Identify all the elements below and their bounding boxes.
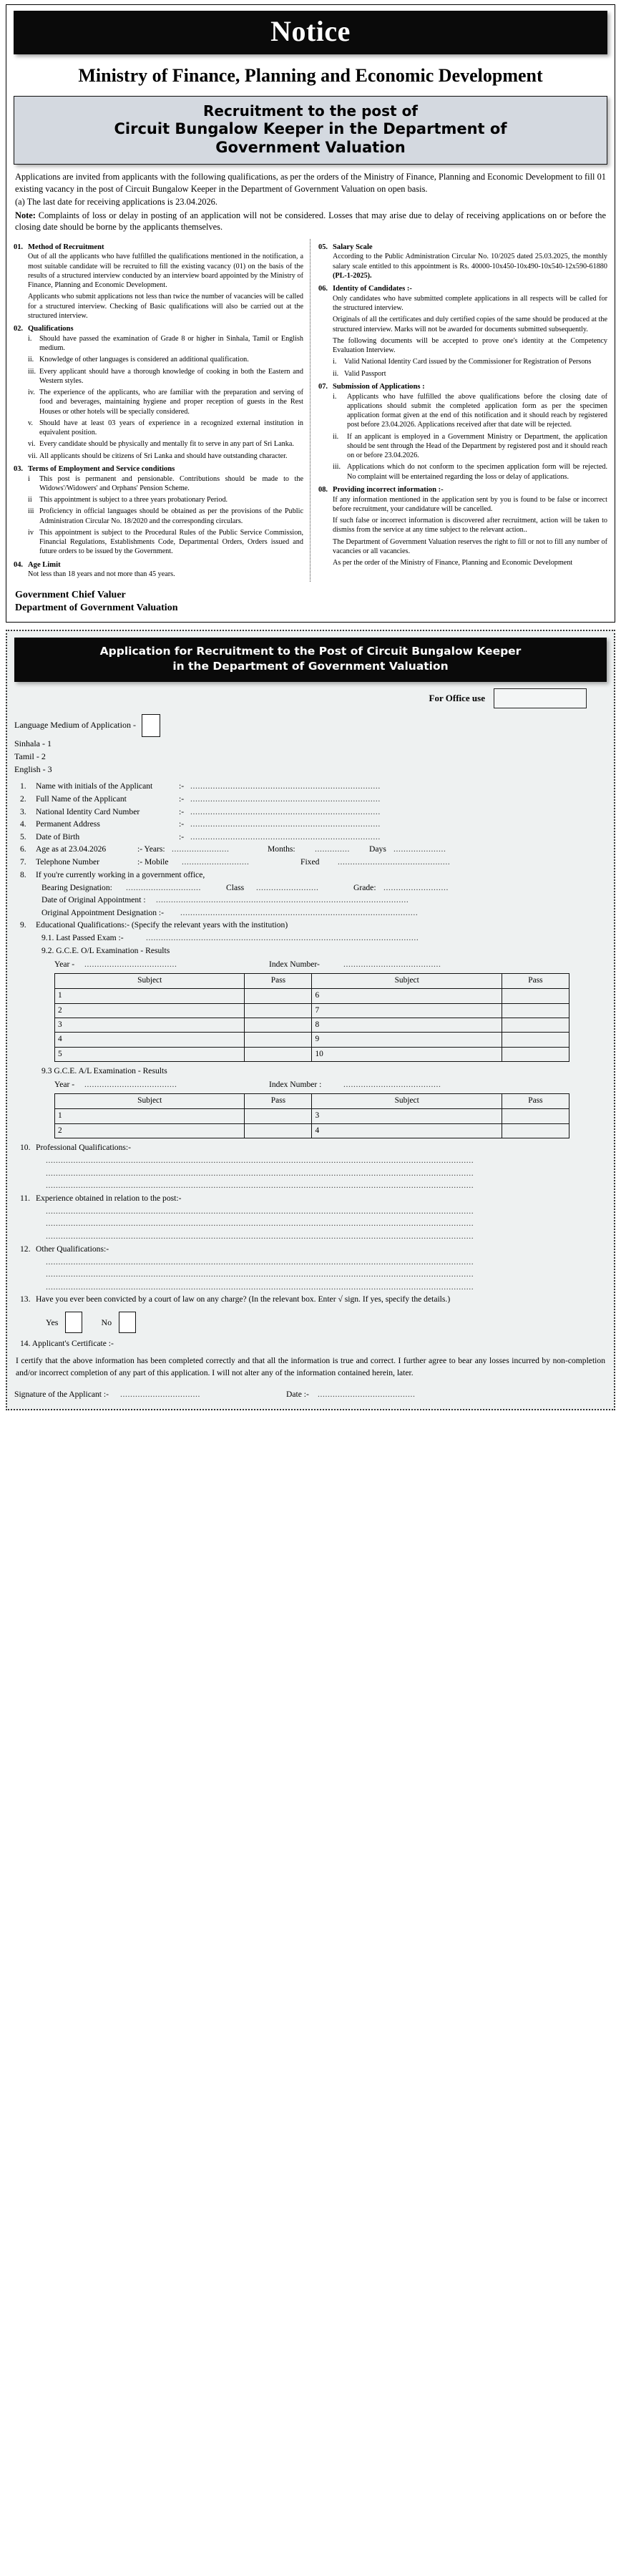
field-input-professional-line-2[interactable]: ........................................................................................................................................................................... — [46, 1168, 474, 1178]
form-field-telephone-row — [14, 856, 607, 869]
section-03-body — [28, 474, 303, 557]
cell-subject-1[interactable]: 1 — [55, 989, 245, 1003]
field-input-class[interactable]: ......................... — [256, 882, 319, 892]
signatory-title: Government Chief Valuer — [15, 589, 126, 600]
list-item — [28, 419, 303, 438]
office-use-row — [14, 688, 607, 708]
form-field-employment-row — [14, 869, 607, 882]
notice-page — [0, 4, 621, 1420]
cell-pass-2[interactable] — [502, 1003, 569, 1018]
field-input-other-line-1[interactable]: ........................................................................................................................................................................... — [46, 1257, 474, 1267]
col-header-pass-2: Pass — [502, 973, 569, 988]
item-text: Every candidate should be physically and mentally fit to serve in any part of Sri Lanka. — [39, 440, 294, 449]
signature-group — [14, 1388, 286, 1401]
years-label: :- Years: — [137, 844, 165, 854]
form-field-row — [14, 780, 607, 793]
field-number: 9. — [20, 920, 26, 930]
section-08-p1: If any information mentioned in the application sent by you is found to be false or incorrect before recruitment, your candidature will be cancelled. — [333, 495, 607, 513]
application-form-title — [14, 638, 607, 682]
list-item — [28, 452, 303, 461]
cell-pass-1[interactable] — [245, 1047, 312, 1061]
table-row — [55, 1109, 569, 1123]
ol-year-group — [54, 958, 269, 970]
field-number: 2. — [20, 794, 26, 804]
office-use-label: For Office use — [429, 692, 485, 703]
field-input-last-passed-exam[interactable]: ............................................................................................................. — [146, 933, 419, 943]
section-04-heading — [14, 560, 303, 570]
field-input-days[interactable]: ..................... — [393, 844, 446, 854]
section-07-title: Submission of Applications : — [333, 382, 425, 391]
field-number: 7. — [20, 857, 26, 867]
table-row — [55, 1033, 569, 1047]
cell-pass-2[interactable] — [502, 1047, 569, 1061]
form-field-conviction-row — [14, 1293, 607, 1306]
item-text: The experience of the applicants, who are familiar with the preparation and serving of food and beverages, maintaining hygiene and proper reception of guests in the Rest Houses or other hotels will be specially considered. — [39, 389, 303, 416]
field-number: 3. — [20, 806, 26, 816]
item-marker: i. — [333, 392, 337, 401]
item-text: Knowledge of other languages is considered an additional qualification. — [39, 356, 249, 364]
field-label: National Identity Card Number — [36, 806, 140, 816]
item-marker: iii — [28, 507, 34, 516]
field-colon: :- — [179, 806, 185, 816]
section-03-title: Terms of Employment and Service conditions — [28, 464, 175, 473]
form-field-education-row — [14, 919, 607, 932]
form-field-experience-row — [14, 1192, 607, 1205]
item-marker: ii. — [333, 432, 339, 441]
field-label: Full Name of the Applicant — [36, 794, 127, 804]
section-01-number: 01. — [14, 243, 23, 251]
field-number: 13. — [20, 1294, 31, 1304]
section-07-heading — [318, 382, 607, 392]
cell-pass-2[interactable] — [502, 1109, 569, 1123]
office-use-input[interactable] — [494, 688, 587, 708]
form-field-professional-row — [14, 1141, 607, 1154]
designation-row — [14, 882, 607, 894]
recruitment-line-2: Circuit Bungalow Keeper in the Department of — [114, 120, 507, 138]
col-header-pass-2: Pass — [502, 1093, 569, 1108]
designation-label: Bearing Designation: — [41, 882, 112, 892]
field-input-full-name[interactable]: ............................................................................ — [190, 794, 381, 804]
cell-subject-1[interactable]: 2 — [55, 1123, 245, 1138]
item-marker: i. — [28, 334, 32, 343]
section-02-body — [28, 334, 303, 461]
class-label: Class — [226, 882, 245, 892]
index-number-label: Index Number : — [269, 1079, 322, 1089]
field-number: 8. — [20, 869, 26, 879]
al-results-table — [54, 1093, 569, 1138]
field-input-ol-index[interactable]: ....................................... — [343, 959, 441, 969]
item-text: Should have at least 03 years of experience in a recognized external institution in equivalent position. — [39, 419, 303, 437]
field-input-name-initials[interactable]: ............................................................................ — [190, 781, 381, 791]
field-input-years[interactable]: ....................... — [172, 844, 230, 854]
field-input-professional-line-3[interactable]: ........................................................................................................................................................................... — [46, 1181, 474, 1191]
form-field-row — [14, 793, 607, 806]
item-text: This appointment is subject to a three years probationary Period. — [39, 496, 228, 504]
section-05-p1 — [333, 252, 607, 280]
al-year-group — [54, 1078, 269, 1091]
field-number: 1. — [20, 781, 26, 791]
list-item — [28, 507, 303, 526]
section-04-number: 04. — [14, 560, 23, 569]
item-marker: v. — [28, 419, 33, 427]
left-column — [14, 239, 310, 582]
item-marker: vii. — [28, 452, 38, 460]
section-07-number: 07. — [318, 382, 328, 391]
mobile-label: :- Mobile — [137, 857, 169, 867]
last-passed-exam-row — [14, 932, 607, 945]
field-input-al-year[interactable]: ..................................... — [84, 1079, 177, 1089]
item-text: All applicants should be citizens of Sri Lanka and should have outstanding character. — [39, 452, 288, 460]
right-column — [310, 239, 607, 570]
grade-label: Grade: — [353, 882, 376, 892]
item-text: Should have passed the examination of Grade 8 or higher in Sinhala, Tamil or English medium. — [39, 334, 303, 353]
cell-subject-2[interactable]: 3 — [312, 1109, 502, 1123]
cell-pass-1[interactable] — [245, 1109, 312, 1123]
section-06-heading — [318, 284, 607, 294]
section-03-heading — [14, 464, 303, 474]
section-01-p1: Out of all the applicants who have fulfilled the qualifications mentioned in the notification, a most suitable candidate will be recruited to fill the existing vacancy (01) on the basis of the results of a structured interview conducted by an interview board appointed by the Ministry of Finance, Planning and Economic Development. — [28, 253, 303, 290]
field-input-original-designation[interactable]: ............................................................................................... — [180, 907, 419, 917]
signature-date-row — [14, 1388, 607, 1401]
field-label-age: Age as at 23.04.2026 — [36, 844, 107, 854]
salary-code: (PL-1-2025). — [333, 271, 372, 280]
ol-results-table — [54, 973, 569, 1062]
section-01-title: Method of Recruitment — [28, 243, 104, 251]
item-text: Valid Passport — [344, 369, 386, 378]
col-header-pass-1: Pass — [245, 973, 312, 988]
table-row — [55, 989, 569, 1003]
field-number: 12. — [20, 1244, 31, 1254]
field-input-months[interactable]: .............. — [315, 844, 350, 854]
item-text: If an applicant is employed in a Government Ministry or Department, the application should be sent through the Head of the Department by registered post and it should reach on or before 23.04.2026. — [347, 432, 607, 460]
field-input-al-index[interactable]: ....................................... — [343, 1079, 441, 1089]
salary-text: According to the Public Administration Circular No. 10/2025 dated 25.03.2025, the monthly salary scale entitled to this appointment is Rs. 40000-10x450-10x490-10x540-12x590-61880 — [333, 253, 607, 270]
section-08-p2: If such false or incorrect information is discovered after recruitment, action will be taken to dismiss from the service at any time subject to the relevant action.. — [333, 517, 607, 535]
list-item — [333, 432, 607, 461]
field-input-experience-line-1[interactable]: ........................................................................................................................................................................... — [46, 1206, 474, 1216]
field-input-original-appointment[interactable]: ..................................................................................................... — [156, 895, 409, 905]
item-text: This appointment is subject to the Procedural Rules of the Public Service Commission, Financial Regulations, Establishments Code, Departmental Orders, Orders issued and future orders to be issued by the Government. — [39, 528, 303, 556]
cell-subject-2[interactable]: 6 — [312, 989, 502, 1003]
original-appointment-label: Date of Original Appointment : — [41, 895, 146, 905]
field-label-other-qualifications: Other Qualifications:- — [36, 1244, 109, 1254]
cell-subject-1[interactable]: 2 — [55, 1003, 245, 1018]
field-colon: :- — [179, 781, 185, 791]
field-label-experience: Experience obtained in relation to the post:- — [36, 1193, 182, 1203]
section-07-body — [333, 392, 607, 482]
field-colon: :- — [179, 831, 185, 841]
recruitment-line-3: Government Valuation — [215, 139, 406, 157]
application-title-line-2: in the Department of Government Valuation — [172, 659, 449, 673]
item-text: This post is permanent and pensionable. Contributions should be made to the Widows'/Widowers' and Orphans' Pension Scheme. — [39, 474, 303, 492]
list-item — [28, 355, 303, 364]
list-item — [28, 495, 303, 504]
item-marker: ii. — [28, 356, 34, 364]
last-date-line: (a) The last date for receiving applications is 23.04.2026. — [15, 197, 217, 208]
original-designation-label: Original Appointment Designation :- — [41, 907, 164, 917]
list-item — [333, 357, 607, 366]
item-marker: ii — [28, 496, 32, 504]
field-input-other-line-2[interactable]: ........................................................................................................................................................................... — [46, 1269, 474, 1279]
language-medium-row — [14, 714, 607, 737]
section-06-number: 06. — [318, 285, 328, 293]
al-year-index-row — [14, 1078, 607, 1091]
note-line — [15, 210, 606, 233]
al-index-group — [269, 1078, 607, 1091]
field-label-professional: Professional Qualifications:- — [36, 1142, 131, 1152]
item-marker: vi. — [28, 440, 36, 449]
conviction-answer-row — [14, 1312, 607, 1333]
cell-subject-1[interactable]: 3 — [55, 1018, 245, 1032]
list-item — [28, 439, 303, 449]
field-colon: :- — [179, 819, 185, 829]
form-field-age-row — [14, 843, 607, 856]
section-05-title: Salary Scale — [333, 243, 373, 251]
language-medium-label: Language Medium of Application - — [14, 720, 136, 731]
section-08-body — [333, 495, 607, 568]
form-field-other-qualifications-row — [14, 1243, 607, 1256]
field-number: 11. — [20, 1193, 31, 1203]
year-label: Year - — [54, 959, 75, 969]
cell-subject-1[interactable]: 5 — [55, 1047, 245, 1061]
application-title-line-1: Application for Recruitment to the Post of Circuit Bungalow Keeper — [99, 645, 522, 658]
field-input-mobile[interactable]: ........................... — [182, 857, 250, 867]
ministry-title: Ministry of Finance, Planning and Economic Development — [78, 65, 543, 86]
language-medium-input[interactable] — [142, 714, 160, 737]
section-01-body — [28, 252, 303, 321]
original-appointment-row — [14, 894, 607, 907]
item-text: Applicants who have fulfilled the above qualifications before the closing date of applications should submit the completed application form as per the specimen application format given at the end of this notification and it should reach by registered post before 23.04.2026. Applications received after that date will be rejected. — [347, 392, 607, 429]
col-header-pass-1: Pass — [245, 1093, 312, 1108]
field-label-education: Educational Qualifications:- (Specify the relevant years with the institution) — [36, 920, 288, 930]
signatory-department: Department of Government Valuation — [15, 602, 178, 613]
no-label: No — [101, 1317, 112, 1328]
cell-subject-2[interactable]: 9 — [312, 1033, 502, 1047]
cell-pass-1[interactable] — [245, 1018, 312, 1032]
signature-block — [15, 589, 606, 615]
cell-subject-2[interactable]: 10 — [312, 1047, 502, 1061]
field-input-nic[interactable]: ............................................................................ — [190, 806, 381, 816]
field-label-employment: If you're currently working in a government office, — [36, 869, 205, 879]
section-08-p4: As per the order of the Ministry of Finance, Planning and Economic Development — [333, 559, 573, 567]
field-input-dob[interactable]: ............................................................................ — [190, 831, 381, 841]
last-passed-exam-label: 9.1. Last Passed Exam :- — [41, 933, 124, 943]
field-colon: :- — [179, 794, 185, 804]
intro-paragraph: Applications are invited from applicants with the following qualifications, as per the orders of the Ministry of Finance, Planning and Economic Development to fill 01 existing vacancy in the post of Circuit Bungalow Keeper in the Department of Government Valuation on open basis. — [15, 172, 606, 194]
field-number: 4. — [20, 819, 26, 829]
field-number: 10. — [20, 1142, 31, 1152]
section-04-p1: Not less than 18 years and not more than 45 years. — [28, 570, 175, 579]
experience-lines — [14, 1205, 607, 1243]
section-06-p3: The following documents will be accepted to prove one's identity at the Competency Evaluation Interview. — [333, 336, 607, 355]
al-exam-heading: 9.3 G.C.E. A/L Examination - Results — [41, 1065, 167, 1075]
note-text: Complaints of loss or delay in posting of an application will not be considered. Losses that may arise due to delay of receiving applications on or before the closing date should be borne by the applicants themselves. — [15, 210, 606, 233]
list-item — [333, 369, 607, 379]
section-02-title: Qualifications — [28, 325, 74, 333]
yes-label: Yes — [46, 1317, 59, 1328]
application-form — [6, 630, 615, 1410]
list-item — [28, 367, 303, 386]
field-input-designation[interactable]: .............................. — [126, 882, 201, 892]
item-text: Valid National Identity Card issued by the Commissioner for Registration of Persons — [344, 358, 592, 366]
section-05-body — [333, 252, 607, 280]
field-input-ol-year[interactable]: ..................................... — [84, 959, 177, 969]
list-item — [28, 528, 303, 557]
cell-pass-1[interactable] — [245, 1003, 312, 1018]
applicant-certificate-heading: 14. Applicant's Certificate :- — [20, 1339, 114, 1349]
section-08-number: 08. — [318, 485, 328, 494]
recruitment-title-box — [14, 96, 607, 165]
section-06-p2: Originals of all the certificates and duly certified copies of the same should be produced at the structured interview. Marks will not be awarded for documents submitted subsequently. — [333, 316, 607, 333]
notice-banner: Notice — [14, 11, 607, 54]
section-01-heading — [14, 243, 303, 253]
cell-pass-1[interactable] — [245, 1123, 312, 1138]
form-field-row — [14, 818, 607, 831]
section-05-number: 05. — [318, 243, 328, 251]
form-field-row — [14, 806, 607, 819]
cell-pass-1[interactable] — [245, 989, 312, 1003]
list-item — [28, 334, 303, 353]
field-label-telephone: Telephone Number — [36, 857, 100, 867]
section-05-heading — [318, 243, 607, 253]
cell-subject-1[interactable]: 1 — [55, 1109, 245, 1123]
note-label: Note: — [15, 210, 36, 220]
notice-frame — [6, 4, 615, 623]
section-04-body — [28, 570, 303, 579]
cell-subject-2[interactable]: 8 — [312, 1018, 502, 1032]
item-text: Proficiency in official languages should be obtained as per the provisions of the Public Administration Circular No. 18/2020 and the corresponding circulars. — [39, 507, 303, 525]
col-header-subject-2: Subject — [312, 1093, 502, 1108]
item-marker: ii. — [333, 369, 339, 378]
field-input-address[interactable]: ............................................................................ — [190, 819, 381, 829]
intro-block — [15, 171, 606, 233]
ol-year-index-row — [14, 958, 607, 970]
field-input-signature[interactable]: ................................ — [120, 1389, 200, 1399]
table-row — [55, 1047, 569, 1061]
table-header-row — [55, 973, 569, 988]
table-row — [55, 1018, 569, 1032]
no-checkbox[interactable] — [119, 1312, 136, 1333]
language-option-tamil: Tamil - 2 — [14, 751, 46, 761]
days-label: Days — [369, 844, 386, 854]
col-header-subject-1: Subject — [55, 1093, 245, 1108]
ol-exam-heading: 9.2. G.C.E. O/L Examination - Results — [41, 945, 170, 955]
cell-pass-2[interactable] — [502, 1033, 569, 1047]
item-marker: i — [28, 474, 30, 483]
cell-pass-1[interactable] — [245, 1033, 312, 1047]
section-03-number: 03. — [14, 464, 23, 473]
list-item — [28, 474, 303, 494]
section-02-number: 02. — [14, 325, 23, 333]
professional-qualification-lines — [14, 1154, 607, 1192]
cell-pass-2[interactable] — [502, 989, 569, 1003]
table-row — [55, 1003, 569, 1018]
item-marker: i. — [333, 358, 337, 366]
original-designation-row — [14, 907, 607, 919]
field-input-other-line-3[interactable]: ........................................................................................................................................................................... — [46, 1282, 474, 1292]
table-header-row — [55, 1093, 569, 1108]
item-marker: iii. — [333, 463, 341, 472]
col-header-subject-2: Subject — [312, 973, 502, 988]
recruitment-line-1: Recruitment to the post of — [202, 102, 419, 119]
item-text: Every applicant should have a thorough knowledge of cooking in both the Eastern and Western styles. — [39, 367, 303, 385]
applicant-certificate-body: I certify that the above information has been completed correctly and that all the information is true and correct. I further agree to bear any losses incurred by non-completion and/or incorrect completion of any part of this application. I will not alter any of the information contained herein, later. — [16, 1356, 605, 1378]
col-header-subject-1: Subject — [55, 973, 245, 988]
form-field-row — [14, 831, 607, 844]
section-08-p3: The Department of Government Valuation reserves the right to fill or not to fill any number of vacancies or all vacancies. — [333, 537, 607, 555]
field-input-experience-line-2[interactable]: ........................................................................................................................................................................... — [46, 1219, 474, 1229]
language-option-english: English - 3 — [14, 764, 52, 775]
fixed-label: Fixed — [300, 857, 320, 867]
months-label: Months: — [268, 844, 295, 854]
field-label: Name with initials of the Applicant — [36, 781, 153, 791]
index-number-label: Index Number- — [269, 959, 320, 969]
section-06-body — [333, 294, 607, 379]
cell-subject-1[interactable]: 4 — [55, 1033, 245, 1047]
signature-label: Signature of the Applicant :- — [14, 1389, 109, 1399]
item-marker: iii. — [28, 367, 36, 376]
item-marker: iv — [28, 528, 34, 537]
item-text: Applications which do not conform to the specimen application form will be rejected. No complaint will be entertained regarding the loss or delay of applications. — [347, 463, 607, 481]
section-08-heading — [318, 485, 607, 495]
cell-pass-2[interactable] — [502, 1123, 569, 1138]
field-label-conviction: Have you ever been convicted by a court of law on any charge? (In the relevant box. Enter √ sign. If yes, specify the details.) — [36, 1294, 451, 1304]
field-label: Date of Birth — [36, 831, 80, 841]
list-item — [28, 388, 303, 416]
table-row — [55, 1123, 569, 1138]
list-item — [333, 392, 607, 430]
field-input-professional-line-1[interactable]: ........................................................................................................................................................................... — [46, 1155, 474, 1165]
field-input-fixed[interactable]: ............................................. — [338, 857, 451, 867]
year-label: Year - — [54, 1079, 75, 1089]
section-06-title: Identity of Candidates :- — [333, 285, 412, 293]
item-marker: iv. — [28, 389, 35, 397]
field-input-grade[interactable]: .......................... — [383, 882, 449, 892]
field-input-experience-line-3[interactable]: ........................................................................................................................................................................... — [46, 1231, 474, 1241]
ol-index-group — [269, 958, 607, 970]
date-label: Date :- — [286, 1389, 309, 1399]
language-option-sinhala: Sinhala - 1 — [14, 738, 52, 748]
cell-subject-2[interactable]: 4 — [312, 1123, 502, 1138]
field-number: 5. — [20, 831, 26, 841]
field-label: Permanent Address — [36, 819, 100, 829]
cell-subject-2[interactable]: 7 — [312, 1003, 502, 1018]
other-qualification-lines — [14, 1256, 607, 1294]
yes-checkbox[interactable] — [65, 1312, 82, 1333]
date-group — [286, 1388, 607, 1401]
field-input-date[interactable]: ....................................... — [318, 1389, 416, 1399]
section-04-title: Age Limit — [28, 560, 61, 569]
section-06-p1: Only candidates who have submitted complete applications in all respects will be called for the structured interview. — [333, 294, 607, 313]
cell-pass-2[interactable] — [502, 1018, 569, 1032]
section-02-heading — [14, 324, 303, 334]
section-01-p2: Applicants who submit applications not less than twice the number of vacancies will be called for a structured interview. Checking of Basic qualifications will also be carried out at the structured interview. — [28, 293, 303, 320]
list-item — [333, 462, 607, 482]
two-column-body — [14, 239, 607, 582]
field-number: 6. — [20, 844, 26, 854]
section-08-title: Providing incorrect information :- — [333, 485, 444, 494]
question-list — [14, 780, 607, 1400]
